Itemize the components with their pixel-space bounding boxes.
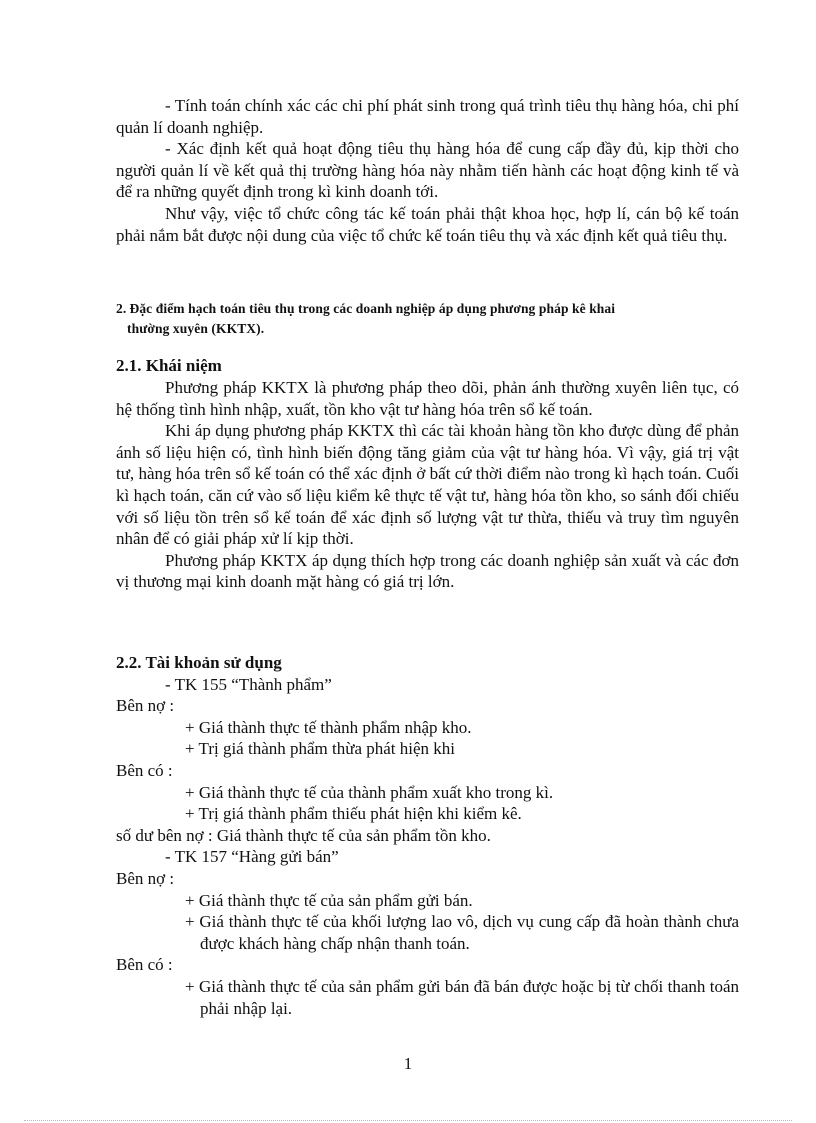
tk157-credit-item: + Giá thành thực tế của sản phẩm gửi bán đã bán được hoặc bị từ chối thanh toán phải nhập lại. [185, 976, 739, 1018]
section-2-heading [116, 299, 739, 339]
tk155-debit-label: Bên nợ : [116, 696, 175, 716]
section-2-1-paragraph-application: Khi áp dụng phương pháp KKTX thì các tài khoản hàng tồn kho được dùng để phản ánh số liệu hiện có, tình hình biến động tăng giảm của vật tư hàng hóa. Vì vậy, giá trị vật tư, hàng hóa trên sổ kế toán có thể xác định ở bất cứ thời điểm nào trong kì hạch toán. Cuối kì hạch toán, căn cứ vào số liệu kiểm kê thực tế vật tư, hàng hóa tồn kho, so sánh đối chiếu với số liệu tồn trên sổ kế toán để xác định số lượng vật tư thừa, thiếu và truy tìm nguyên nhân để có giải pháp xử lí kịp thời. [116, 421, 739, 549]
paragraph-result-determination: - Xác định kết quả hoạt động tiêu thụ hàng hóa để cung cấp đầy đủ, kịp thời cho người quản lí về kết quả thị trường hàng hóa này nhằm tiến hành các hoạt động kinh tế và để ra những quyết định trong kì kinh doanh tới. [116, 139, 739, 202]
section-2-number: 2. [116, 301, 127, 316]
intro-block [116, 95, 739, 246]
section-2-title-line1: Đặc điểm hạch toán tiêu thụ trong các doanh nghiệp áp dụng phương pháp kê khai [129, 301, 616, 316]
tk155-label: - TK 155 “Thành phẩm” [165, 674, 332, 694]
tk157-debit-item: + Giá thành thực tế của sản phẩm gửi bán. [185, 890, 473, 910]
section-2-1-paragraph-definition: Phương pháp KKTX là phương pháp theo dõi, phản ánh thường xuyên liên tục, có hệ thống tình hình nhập, xuất, tồn kho vật tư hàng hóa trên sổ kế toán. [116, 378, 739, 419]
tk157-label: - TK 157 “Hàng gửi bán” [165, 847, 339, 867]
section-2-1 [116, 355, 739, 593]
tk157-debit-label: Bên nợ : [116, 868, 175, 888]
section-2-2 [116, 652, 739, 1019]
tk155-balance: số dư bên nợ : Giá thành thực tế của sản phẩm tồn kho. [116, 825, 491, 845]
page-bottom-divider [24, 1120, 792, 1121]
section-2-1-heading: 2.1. Khái niệm [116, 356, 222, 375]
tk155-credit-item: + Trị giá thành phẩm thiếu phát hiện khi kiểm kê. [185, 804, 522, 824]
tk155-debit-item: + Trị giá thành phẩm thừa phát hiện khi [185, 739, 455, 759]
paragraph-conclusion: Như vậy, việc tổ chức công tác kế toán phải thật khoa học, hợp lí, cán bộ kế toán phải nắm bắt được nội dung của việc tổ chức kế toán tiêu thụ và xác định kết quả tiêu thụ. [116, 203, 739, 245]
tk157-debit-item: + Giá thành thực tế của khối lượng lao vô, dịch vụ cung cấp đã hoàn thành chưa được khách hàng chấp nhận thanh toán. [185, 912, 739, 953]
section-2-title-line2: thường xuyên (KKTX). [127, 321, 265, 336]
tk157-credit-label: Bên có : [116, 955, 173, 975]
tk155-debit-item: + Giá thành thực tế thành phẩm nhập kho. [185, 717, 472, 737]
tk155-credit-item: + Giá thành thực tế của thành phẩm xuất kho trong kì. [185, 782, 554, 802]
paragraph-cost-calculation: - Tính toán chính xác các chi phí phát sinh trong quá trình tiêu thụ hàng hóa, chi phí quản lí doanh nghiệp. [116, 96, 739, 137]
section-2-1-paragraph-suitability: Phương pháp KKTX áp dụng thích hợp trong các doanh nghiệp sản xuất và các đơn vị thương mại kinh doanh mặt hàng có giá trị lớn. [116, 550, 739, 592]
section-2-2-heading: 2.2. Tài khoản sử dụng [116, 653, 282, 672]
tk155-credit-label: Bên có : [116, 760, 173, 780]
page-number: 1 [403, 1054, 413, 1073]
